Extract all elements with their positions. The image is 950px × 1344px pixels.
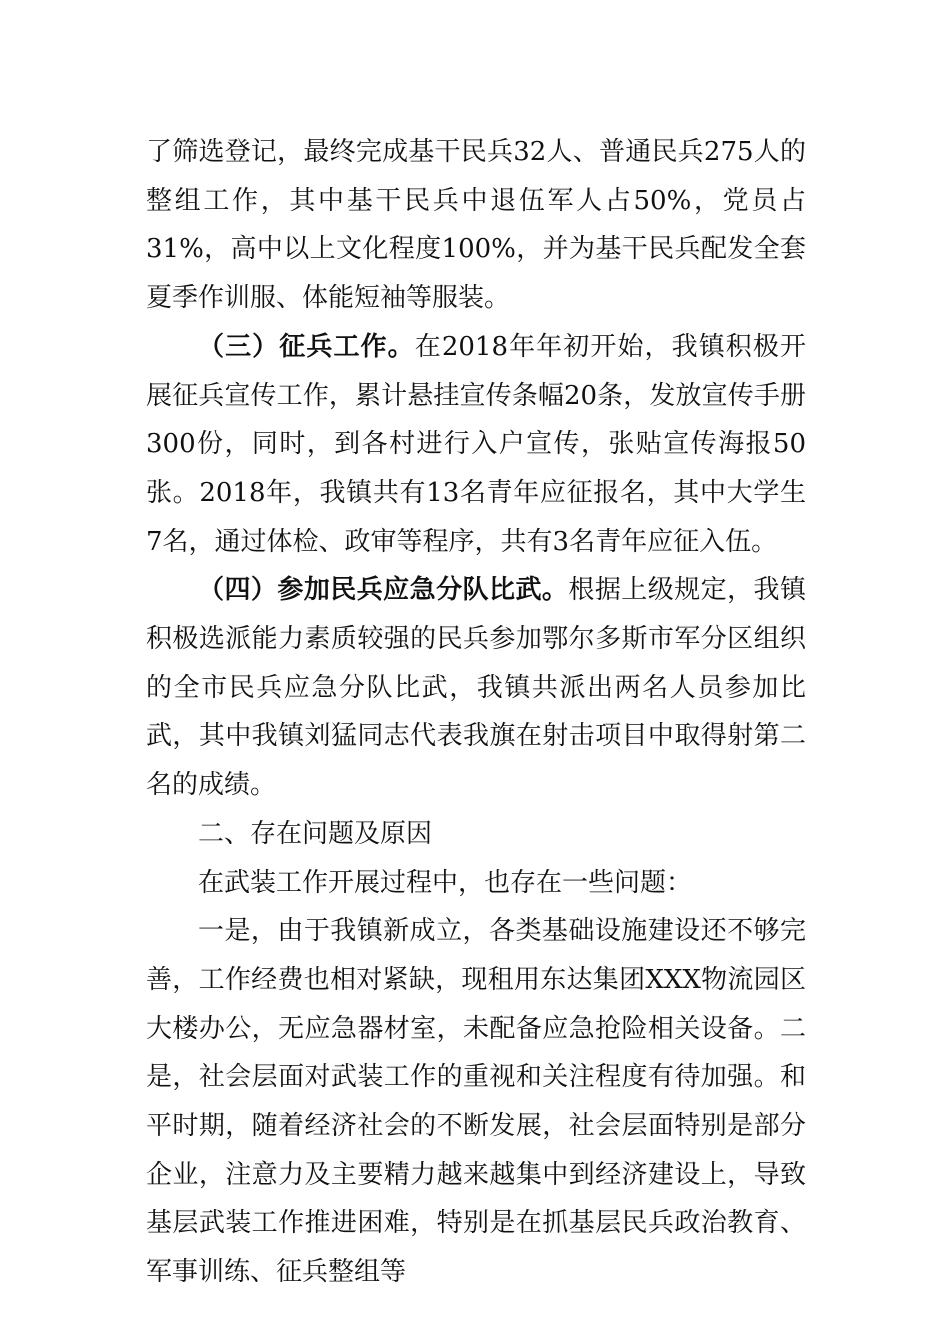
- paragraph-text: 在武装工作开展过程中，也存在一些问题：: [198, 867, 693, 898]
- paragraph-text: 一是，由于我镇新成立，各类基础设施建设还不够完善，工作经费也相对紧缺，现租用东达集团XXX物流园区大楼办公，无应急器材室，未配备应急抢险相关设备。二是，社会层面对武装工作的重视和关注程度有待加强。和平时期，随着经济社会的不断发展，社会层面特别是部分企业，注意力及主要精力越来越集中到经济建设上，导致基层武装工作推进困难，特别是在抓基层民兵政治教育、军事训练、征兵整组等: [146, 916, 806, 1288]
- paragraph-emergency-competition: [146, 566, 806, 810]
- subheading-conscription: （三）征兵工作。: [198, 331, 415, 362]
- document-page: [146, 128, 806, 1297]
- paragraph-conscription: [146, 323, 806, 567]
- section-heading: 二、存在问题及原因: [198, 818, 433, 849]
- paragraph-problems-intro: [146, 859, 806, 908]
- paragraph-problems-detail: [146, 907, 806, 1297]
- paragraph-text: 根据上级规定，我镇积极选派能力素质较强的民兵参加鄂尔多斯市军分区组织的全市民兵应急分队比武，我镇共派出两名人员参加比武，其中我镇刘猛同志代表我旗在射击项目中取得射第二名的成绩。: [146, 575, 806, 801]
- paragraph-text: 了筛选登记，最终完成基干民兵32人、普通民兵275人的整组工作，其中基干民兵中退伍军人占50%，党员占31%，高中以上文化程度100%，并为基干民兵配发全套夏季作训服、体能短袖等服装。: [146, 137, 806, 314]
- paragraph-text: 在2018年年初开始，我镇积极开展征兵宣传工作，累计悬挂宣传条幅20条，发放宣传手册300份，同时，到各村进行入户宣传，张贴宣传海报50张。2018年，我镇共有13名青年应征报名，其中大学生7名，通过体检、政审等程序，共有3名青年应征入伍。: [146, 331, 806, 557]
- subheading-emergency-competition: （四）参加民兵应急分队比武。: [198, 575, 569, 606]
- paragraph-militia-reorganization: [146, 128, 806, 323]
